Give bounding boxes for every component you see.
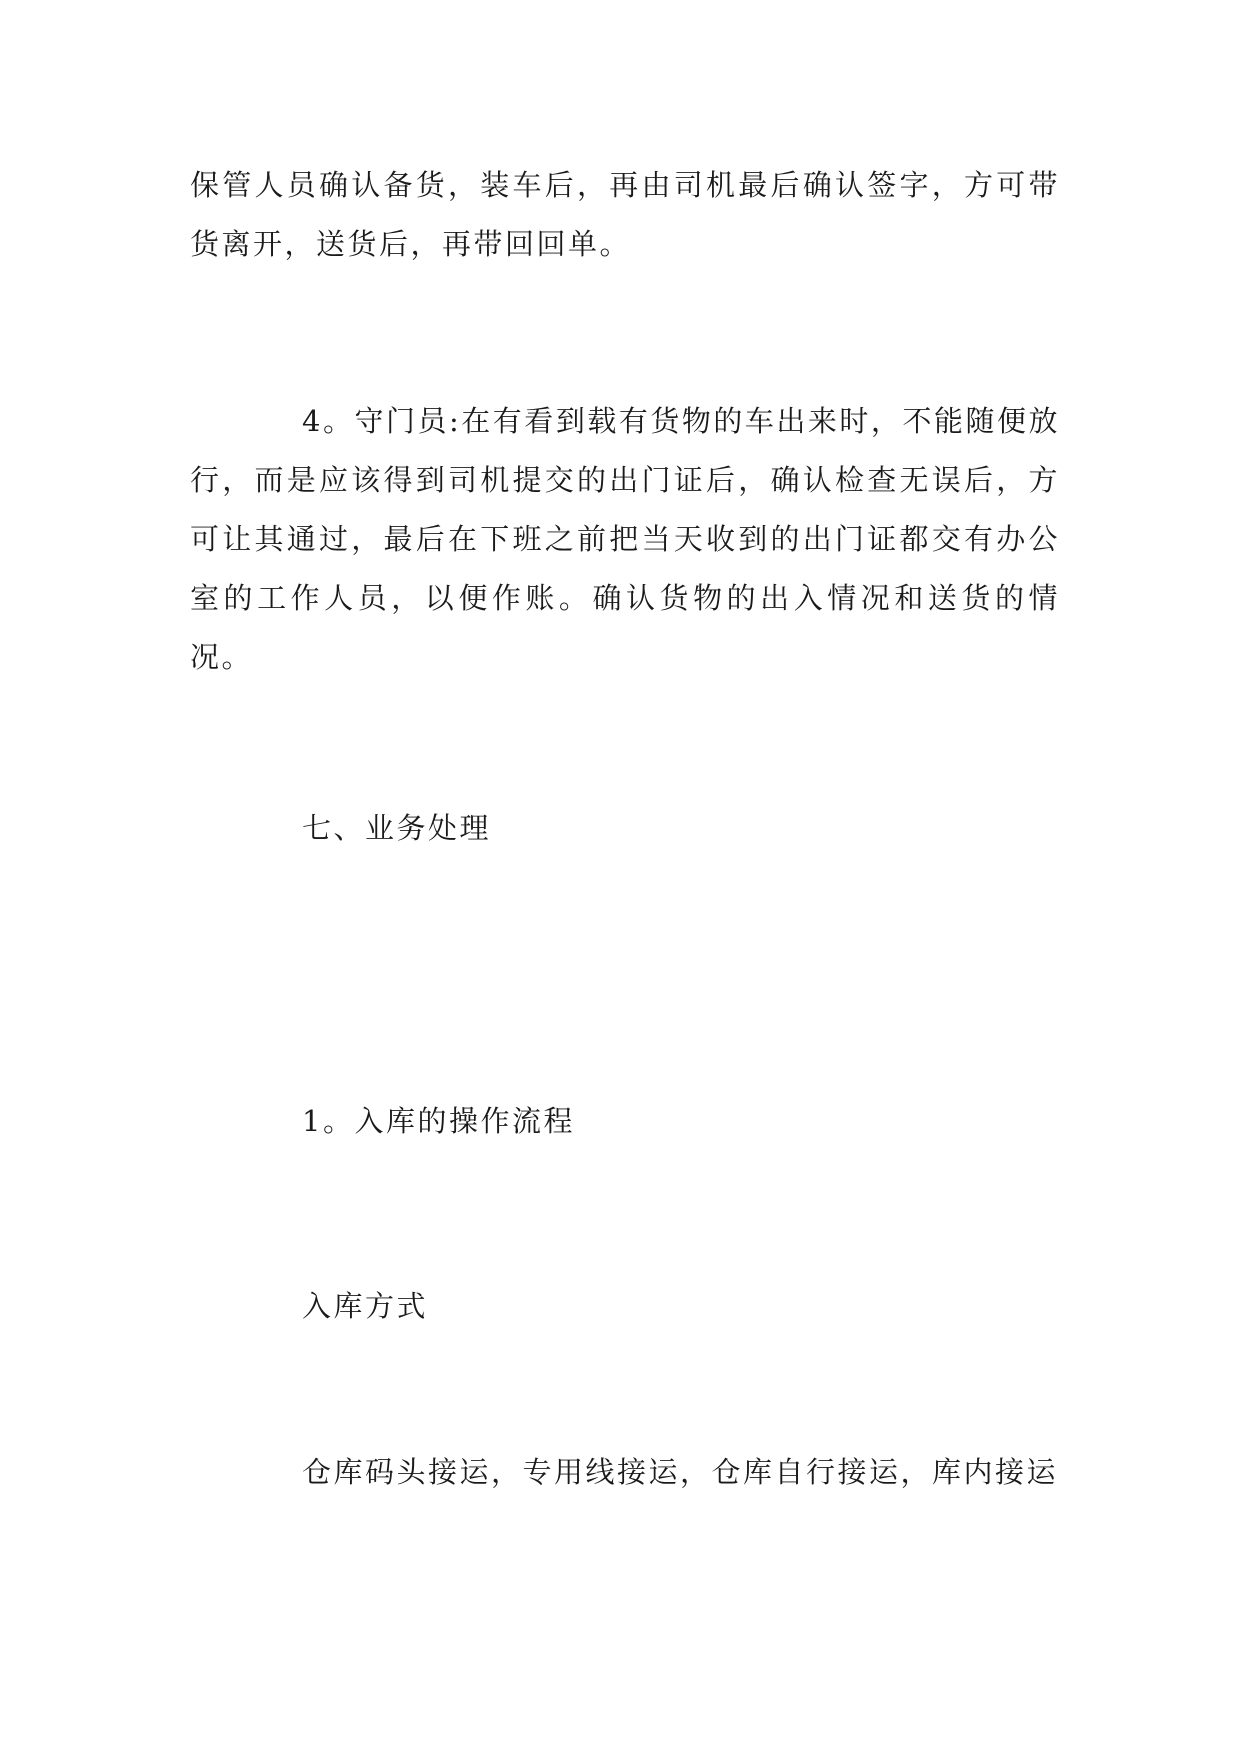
section-heading-business-processing: 七、业务处理 (302, 811, 492, 845)
paragraph-inbound-methods-list: 仓库码头接运，专用线接运，仓库自行接运，库内接运 (302, 1455, 1059, 1489)
paragraph-gatekeeper: 4。守门员:在有看到载有货物的车出来时，不能随便放行，而是应该得到司机提交的出门证后，确认检查无误后，方可让其通过，最后在下班之前把当天收到的出门证都交有办公室的工作人员，以便作账。确认货物的出入情况和送货的情况。 (190, 404, 1060, 674)
label-inbound-method: 入库方式 (302, 1289, 429, 1323)
subsection-heading-inbound-process: 1。入库的操作流程 (302, 1104, 575, 1138)
paragraph-storage-confirmation: 保管人员确认备货，装车后，再由司机最后确认签字，方可带货离开，送货后，再带回回单。 (190, 168, 1060, 261)
